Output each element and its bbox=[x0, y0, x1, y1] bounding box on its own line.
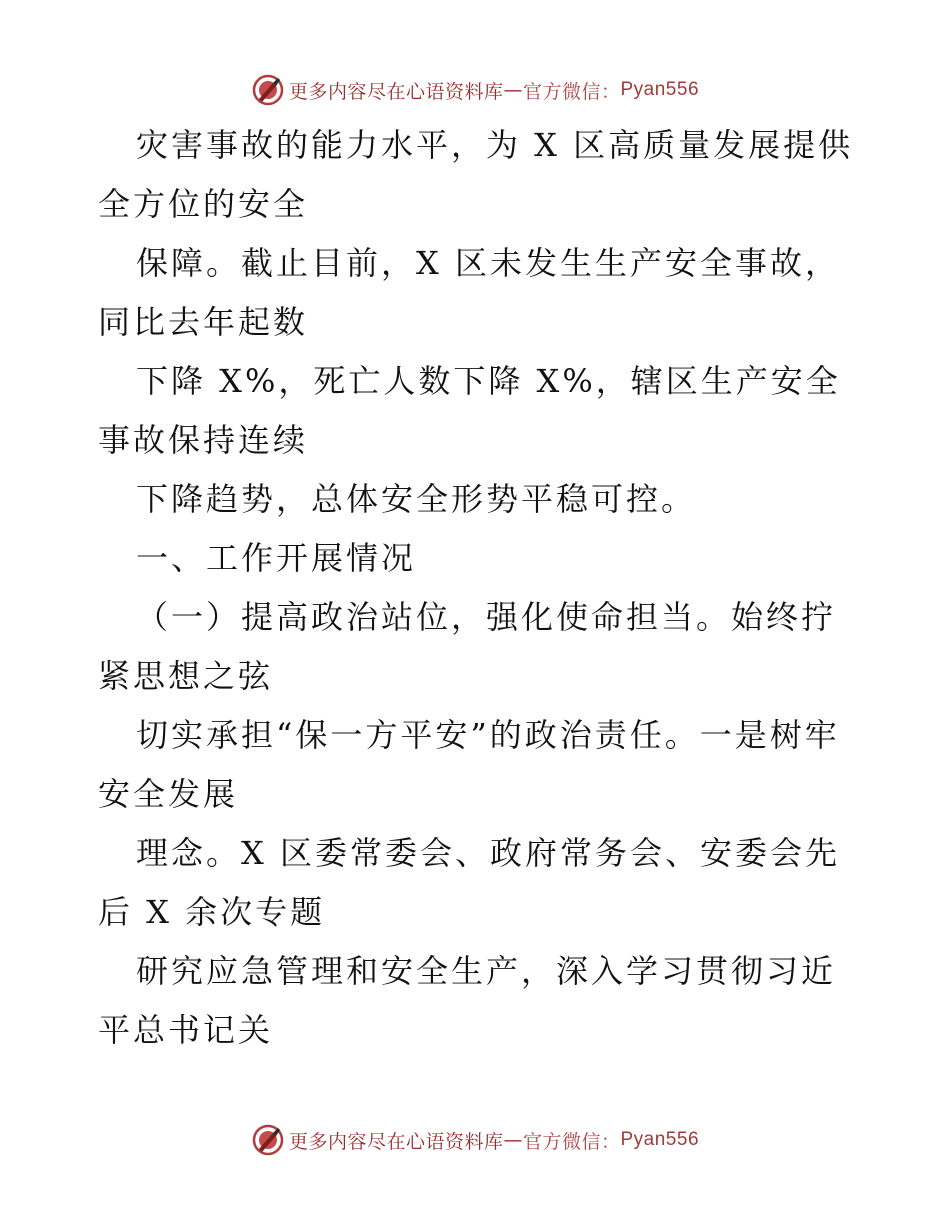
watermark-id: Pyan556 bbox=[620, 79, 700, 100]
watermark-separator: — bbox=[503, 1129, 523, 1151]
header-watermark bbox=[0, 70, 950, 110]
paragraph-8: 理念。X 区委常委会、政府常务会、安委会先后 X 余次专题 bbox=[98, 834, 840, 931]
paragraph-2: 保障。截止目前，X 区未发生生产安全事故，同比去年起数 bbox=[98, 244, 840, 341]
paragraph-1: 灾害事故的能力水平，为 X 区高质量发展提供全方位的安全 bbox=[98, 126, 854, 223]
document-body bbox=[98, 116, 858, 1060]
watermark-text: 更多内容尽在心语资料库 bbox=[288, 1130, 504, 1153]
paragraph-9: 研究应急管理和安全生产，深入学习贯彻习近平总书记关 bbox=[98, 952, 837, 1049]
watermark-label: 官方微信： bbox=[522, 80, 621, 103]
watermark-id: Pyan556 bbox=[620, 1129, 700, 1150]
pen-logo-icon bbox=[251, 1123, 285, 1157]
watermark-label: 官方微信： bbox=[522, 1130, 621, 1153]
paragraph-6: （一）提高政治站位，强化使命担当。始终拧紧思想之弦 bbox=[98, 598, 837, 695]
paragraph-7: 切实承担“保一方平安”的政治责任。一是树牢安全发展 bbox=[98, 716, 840, 813]
paragraph-4: 下降趋势，总体安全形势平稳可控。 bbox=[136, 480, 697, 518]
pen-logo-icon bbox=[251, 73, 285, 107]
watermark-text: 更多内容尽在心语资料库 bbox=[288, 80, 504, 103]
paragraph-3: 下降 X%，死亡人数下降 X%，辖区生产安全事故保持连续 bbox=[98, 362, 841, 459]
footer-watermark bbox=[0, 1120, 950, 1160]
watermark-separator: — bbox=[503, 79, 523, 101]
section-heading: 一、工作开展情况 bbox=[136, 539, 417, 577]
